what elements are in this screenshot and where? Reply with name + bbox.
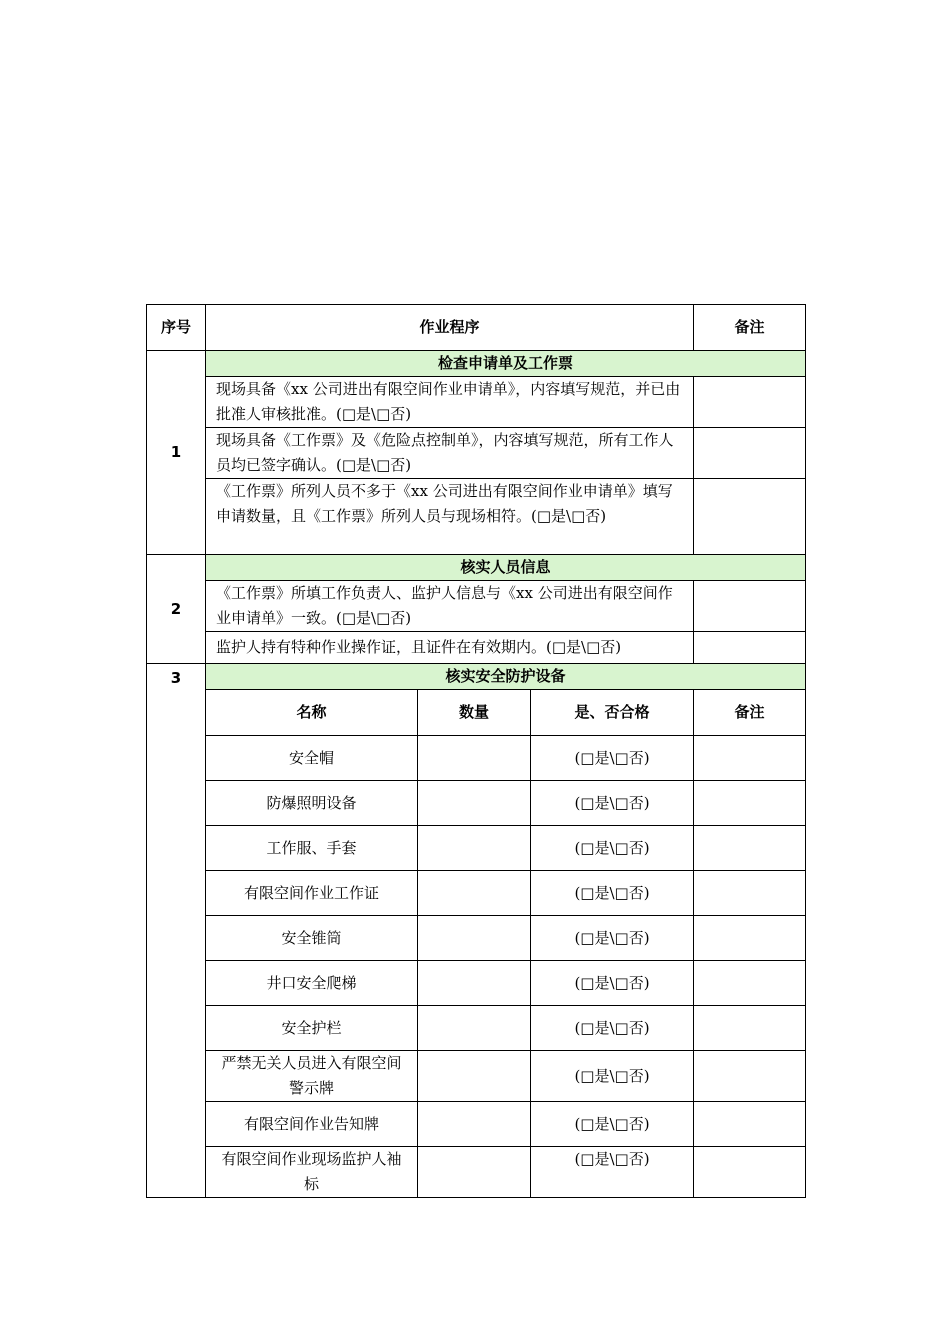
section1-title: 检查申请单及工作票: [206, 351, 806, 377]
section1-item-row: [147, 377, 806, 428]
section2-item-row: [147, 632, 806, 664]
section1-item-remark: [694, 377, 806, 428]
section1-item-text: 现场具备《xx 公司进出有限空间作业申请单》，内容填写规范，并已由批准人审核批准。(□是\□否): [206, 377, 694, 428]
section2-item-remark: [694, 632, 806, 664]
equipment-check: (□是\□否): [531, 1147, 694, 1198]
equipment-check: (□是\□否): [531, 1006, 694, 1051]
equipment-check: (□是\□否): [531, 736, 694, 781]
equipment-check: (□是\□否): [531, 826, 694, 871]
equipment-check: (□是\□否): [531, 781, 694, 826]
equipment-remark: [694, 1102, 806, 1147]
equipment-name: 安全护栏: [206, 1006, 418, 1051]
section3-number: 3: [147, 664, 206, 1198]
equipment-row: [147, 736, 806, 781]
header-seq: 序号: [147, 305, 206, 351]
equipment-name: 严禁无关人员进入有限空间警示牌: [206, 1051, 418, 1102]
section1-item-row: [147, 428, 806, 479]
equipment-check: (□是\□否): [531, 1051, 694, 1102]
equipment-row: [147, 961, 806, 1006]
equipment-remark: [694, 961, 806, 1006]
equipment-remark: [694, 826, 806, 871]
section1-item-remark: [694, 479, 806, 555]
equipment-name: 工作服、手套: [206, 826, 418, 871]
procedure-checklist-table: [146, 304, 806, 1198]
column-remark: 备注: [694, 690, 806, 736]
section2-item-row: [147, 581, 806, 632]
equipment-name: 有限空间作业告知牌: [206, 1102, 418, 1147]
equipment-name: 安全帽: [206, 736, 418, 781]
equipment-quantity: [418, 826, 531, 871]
header-remark: 备注: [694, 305, 806, 351]
equipment-row: [147, 1147, 806, 1198]
equipment-name: 有限空间作业工作证: [206, 871, 418, 916]
equipment-quantity: [418, 1102, 531, 1147]
equipment-check: (□是\□否): [531, 916, 694, 961]
section1-title-row: [147, 351, 806, 377]
equipment-name: 井口安全爬梯: [206, 961, 418, 1006]
section3-column-header-row: [147, 690, 806, 736]
equipment-quantity: [418, 1051, 531, 1102]
header-procedure: 作业程序: [206, 305, 694, 351]
section2-title: 核实人员信息: [206, 555, 806, 581]
section3-title: 核实安全防护设备: [206, 664, 806, 690]
equipment-name: 防爆照明设备: [206, 781, 418, 826]
equipment-row: [147, 916, 806, 961]
equipment-quantity: [418, 916, 531, 961]
equipment-check: (□是\□否): [531, 961, 694, 1006]
equipment-row: [147, 1102, 806, 1147]
section1-item-text: 《工作票》所列人员不多于《xx 公司进出有限空间作业申请单》填写申请数量，且《工作票》所列人员与现场相符。(□是\□否): [206, 479, 694, 555]
equipment-name: 安全锥筒: [206, 916, 418, 961]
section1-item-row: [147, 479, 806, 555]
section1-number: 1: [147, 351, 206, 555]
section2-number: 2: [147, 555, 206, 664]
equipment-quantity: [418, 781, 531, 826]
equipment-row: [147, 1006, 806, 1051]
equipment-row: [147, 781, 806, 826]
equipment-check: (□是\□否): [531, 871, 694, 916]
equipment-remark: [694, 1147, 806, 1198]
equipment-check: (□是\□否): [531, 1102, 694, 1147]
section2-item-text: 监护人持有特种作业操作证，且证件在有效期内。(□是\□否): [206, 632, 694, 664]
equipment-quantity: [418, 1006, 531, 1051]
equipment-remark: [694, 1006, 806, 1051]
column-qualified: 是、否合格: [531, 690, 694, 736]
equipment-quantity: [418, 736, 531, 781]
equipment-remark: [694, 916, 806, 961]
equipment-row: [147, 1051, 806, 1102]
section2-item-text: 《工作票》所填工作负责人、监护人信息与《xx 公司进出有限空间作业申请单》一致。(□是\□否): [206, 581, 694, 632]
section3-title-row: [147, 664, 806, 690]
column-quantity: 数量: [418, 690, 531, 736]
section1-item-text: 现场具备《工作票》及《危险点控制单》，内容填写规范，所有工作人员均已签字确认。(□是\□否): [206, 428, 694, 479]
equipment-remark: [694, 736, 806, 781]
equipment-remark: [694, 781, 806, 826]
section2-title-row: [147, 555, 806, 581]
equipment-quantity: [418, 961, 531, 1006]
equipment-quantity: [418, 871, 531, 916]
section1-item-remark: [694, 428, 806, 479]
equipment-quantity: [418, 1147, 531, 1198]
equipment-row: [147, 826, 806, 871]
equipment-remark: [694, 1051, 806, 1102]
equipment-row: [147, 871, 806, 916]
section2-item-remark: [694, 581, 806, 632]
equipment-name: 有限空间作业现场监护人袖标: [206, 1147, 418, 1198]
column-name: 名称: [206, 690, 418, 736]
table-header-row: [147, 305, 806, 351]
equipment-remark: [694, 871, 806, 916]
